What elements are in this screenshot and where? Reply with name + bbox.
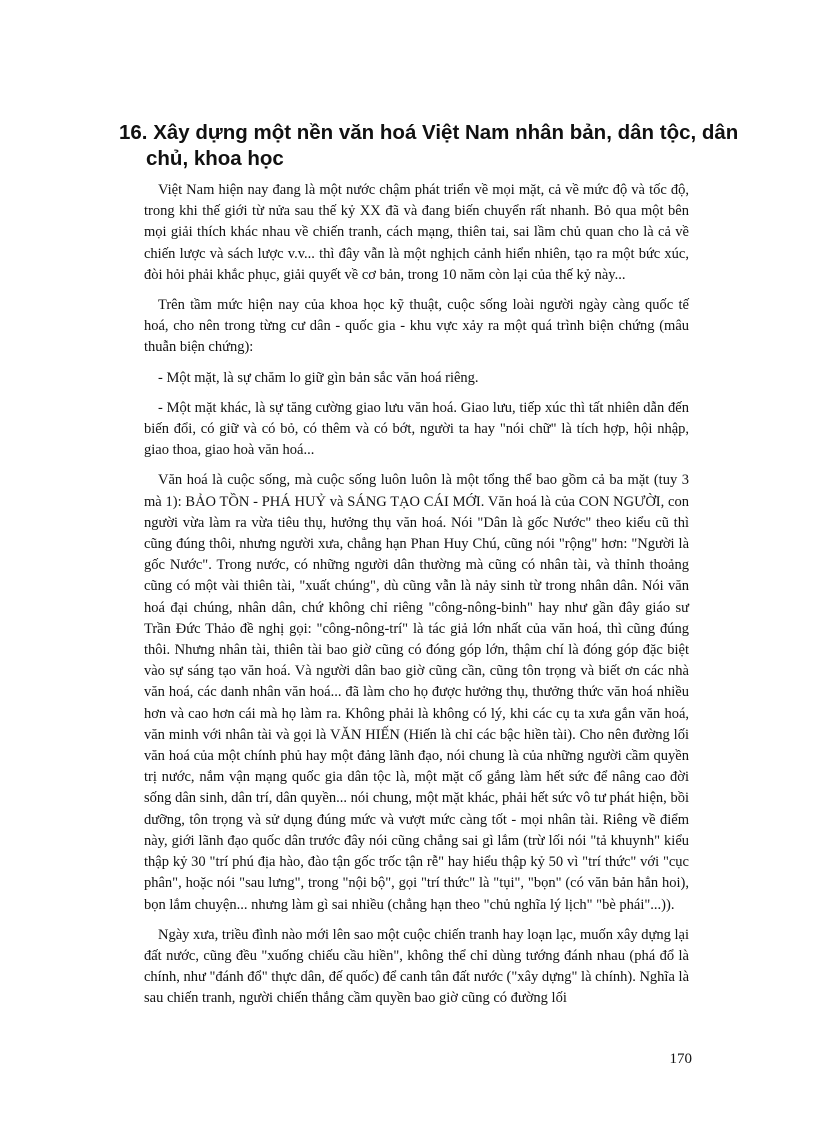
paragraph: - Một mặt khác, là sự tăng cường giao lưu văn hoá. Giao lưu, tiếp xúc thì tất nhiên dẫn đến biến đổi, có giữ và có bỏ, có thêm và có bớt, người ta hay "nói chữ" là tích hợp, hội nhập, giao thoa, giao hoà văn hoá... [144, 399, 689, 459]
paragraph: Ngày xưa, triều đình nào mới lên sao một cuộc chiến tranh hay loạn lạc, muốn xây dựng lại đất nước, cũng đều "xuống chiếu cầu hiền", không thể chỉ dùng tướng đánh nhau (phá đổ là chính, như "đánh đổ" thực dân, đế quốc) để canh tân đất nước ("xây dựng" là chính). Nghĩa là sau chiến tranh, người chiến thắng cầm quyền bao giờ cũng có đường lối [144, 926, 689, 1007]
paragraph: Văn hoá là cuộc sống, mà cuộc sống luôn luôn là một tổng thể bao gồm cả ba mặt (tuy 3 mà 1): BẢO TỒN - PHÁ HUỶ và SÁNG TẠO CÁI MỚI. Văn hoá là của CON NGƯỜI, con người vừa làm ra vừa tiêu thụ, hưởng thụ văn hoá. Nói "Dân là gốc Nước" theo kiểu cũ thì cũng đúng thôi, nhưng người xưa, chẳng hạn Phan Huy Chú, cũng nói "rộng" hơn: "Người là gốc Nước". Trong nước, có những người dân thường mà cũng có nhân tài, và thỉnh thoảng cũng có một vài thiên tài, "xuất chúng", dù cũng vẫn là nảy sinh từ trong nhân dân. Nói văn hoá đại chúng, nhân dân, chứ không chỉ riêng "công-nông-binh" hay như gần đây giáo sư Trần Đức Thảo đề nghị gọi: "công-nông-trí" là tác giả lớn nhất của văn hoá, thì cũng đúng thôi. Nhưng nhân tài, thiên tài bao giờ cũng có đóng góp lớn, thậm chí là đóng góp đặc biệt vào sự sáng tạo văn hoá. Và người dân bao giờ cũng cần, cũng tôn trọng và biết ơn các nhà văn hoá, các danh nhân văn hoá... đã làm cho họ được hưởng thụ, thưởng thức văn hoá nhiều hơn và cao hơn cái mà họ làm ra. Không phải là không có lý, khi các cụ ta xưa gắn văn hoá, văn minh với nhân tài và gọi là VĂN HIẾN (Hiến là chỉ các bậc hiền tài). Cho nên đường lối văn hoá của một chính phủ hay một đảng lãnh đạo, nói chung là của những người cầm quyền trị nước, nắm vận mạng quốc gia dân tộc là, một mặt cố gắng làm hết sức để nâng cao đời sống dân sinh, dân trí, dân quyền... nói chung, một mặt khác, phải hết sức vô tư phát hiện, bồi dưỡng, tôn trọng và sử dụng đúng mức và vượt mức càng tốt - mọi nhân tài. Riêng về điểm này, giới lãnh đạo quốc dân trước đây nói cũng chẳng sai gì lắm (trừ lối nói "tả khuynh" kiểu thập kỷ 30 "trí phú địa hào, đào tận gốc trốc tận rễ" hay hiểu thập kỷ 50 vì "trí thức" với "cục phân", hoặc nói "sau lưng", trong "nội bộ", gọi "trí thức" là "tụi", "bọn" (có văn bản hẳn hoi), bọn lắm chuyện... nhưng làm gì sai nhiều (chẳng hạn theo "chủ nghĩa lý lịch" "bè phái"...)). [144, 472, 689, 913]
page-number: 170 [669, 1051, 692, 1067]
section-heading: 16. Xây dựng một nền văn hoá Việt Nam nhân bản, dân tộc, dân chủ, khoa học [119, 121, 739, 170]
body-text [144, 180, 689, 1019]
paragraph: - Một mặt, là sự chăm lo giữ gìn bản sắc văn hoá riêng. [158, 369, 479, 386]
paragraph: Trên tầm mức hiện nay của khoa học kỹ thuật, cuộc sống loài người ngày càng quốc tế hoá, cho nên trong từng cư dân - quốc gia - khu vực xảy ra một quá trình biện chứng (mâu thuẫn biện chứng): [144, 297, 689, 356]
paragraph: Việt Nam hiện nay đang là một nước chậm phát triển về mọi mặt, cả về mức độ và tốc độ, trong khi thế giới từ nửa sau thế kỷ XX đã và đang biến chuyển rất nhanh. Bỏ qua một bên mọi giải thích khác nhau về chiến tranh, cách mạng, thiên tai, sai lầm chủ quan cho là cả về chiến lược và sách lược v.v... thì đây vẫn là một nghịch cảnh hiển nhiên, tạo ra một bức xúc, đòi hỏi phải khắc phục, giải quyết về cơ bản, trong 10 năm còn lại của thế kỷ này... [144, 182, 689, 283]
